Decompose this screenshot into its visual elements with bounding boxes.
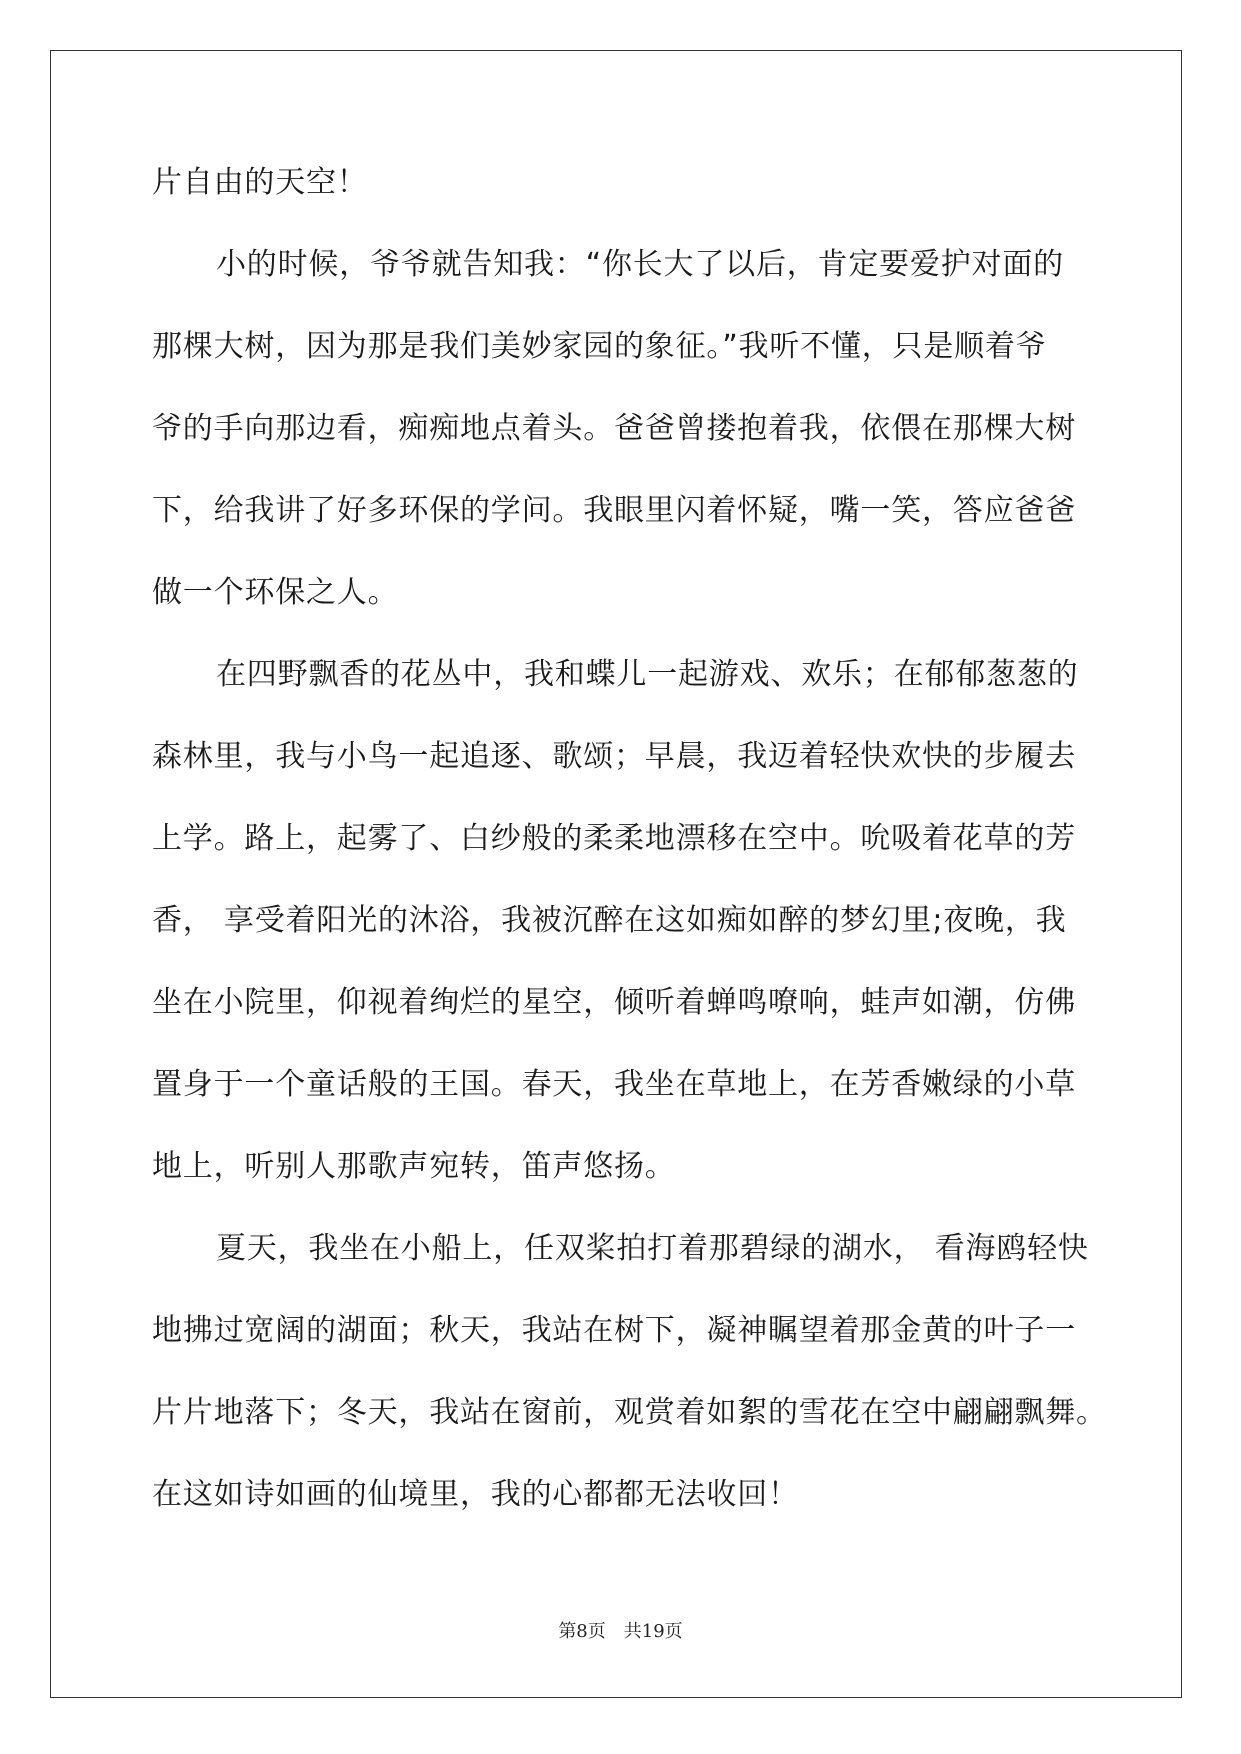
text-line: 片自由的天空！	[152, 165, 368, 200]
text-line: 地上，听别人那歌声宛转，笛声悠扬。	[152, 1149, 676, 1184]
text-line: 爷的手向那边看，痴痴地点着头。爸爸曾搂抱着我，依偎在那棵大树	[152, 411, 1076, 446]
page-footer	[0, 1617, 1241, 1643]
text-line: 在这如诗如画的仙境里，我的心都都无法收回！	[152, 1477, 799, 1512]
text-line: 香， 享受着阳光的沐浴，我被沉醉在这如痴如醉的梦幻里;夜晚，我	[152, 903, 1067, 938]
text-line: 森林里，我与小鸟一起追逐、歌颂；早晨，我迈着轻快欢快的步履去	[152, 739, 1076, 774]
text-line: 小的时候，爷爷就告知我：“你长大了以后，肯定要爱护对面的	[216, 247, 1064, 282]
text-line: 那棵大树，因为那是我们美妙家园的象征。”我听不懂，只是顺着爷	[152, 329, 1047, 364]
text-line: 地拂过宽阔的湖面；秋天，我站在树下，凝神瞩望着那金黄的叶子一	[152, 1313, 1076, 1348]
text-line: 坐在小院里，仰视着绚烂的星空，倾听着蝉鸣嘹响，蛙声如潮，仿佛	[152, 985, 1076, 1020]
text-line: 做一个环保之人。	[152, 575, 399, 610]
page-total: 共19页	[623, 1621, 683, 1642]
text-line: 在四野飘香的花丛中，我和蝶儿一起游戏、欢乐；在郁郁葱葱的	[216, 657, 1079, 692]
text-line: 夏天，我坐在小船上，任双桨拍打着那碧绿的湖水， 看海鸥轻快	[216, 1231, 1089, 1266]
text-line: 上学。路上，起雾了、白纱般的柔柔地漂移在空中。吮吸着花草的芳	[152, 821, 1076, 856]
page-number: 第8页	[558, 1621, 606, 1642]
document-body	[152, 158, 1112, 1552]
text-line: 置身于一个童话般的王国。春天，我坐在草地上，在芳香嫩绿的小草	[152, 1067, 1076, 1102]
text-line: 下，给我讲了好多环保的学问。我眼里闪着怀疑，嘴一笑，答应爸爸	[152, 493, 1076, 528]
text-line: 片片地落下；冬天，我站在窗前，观赏着如絮的雪花在空中翩翩飘舞。	[152, 1395, 1107, 1430]
